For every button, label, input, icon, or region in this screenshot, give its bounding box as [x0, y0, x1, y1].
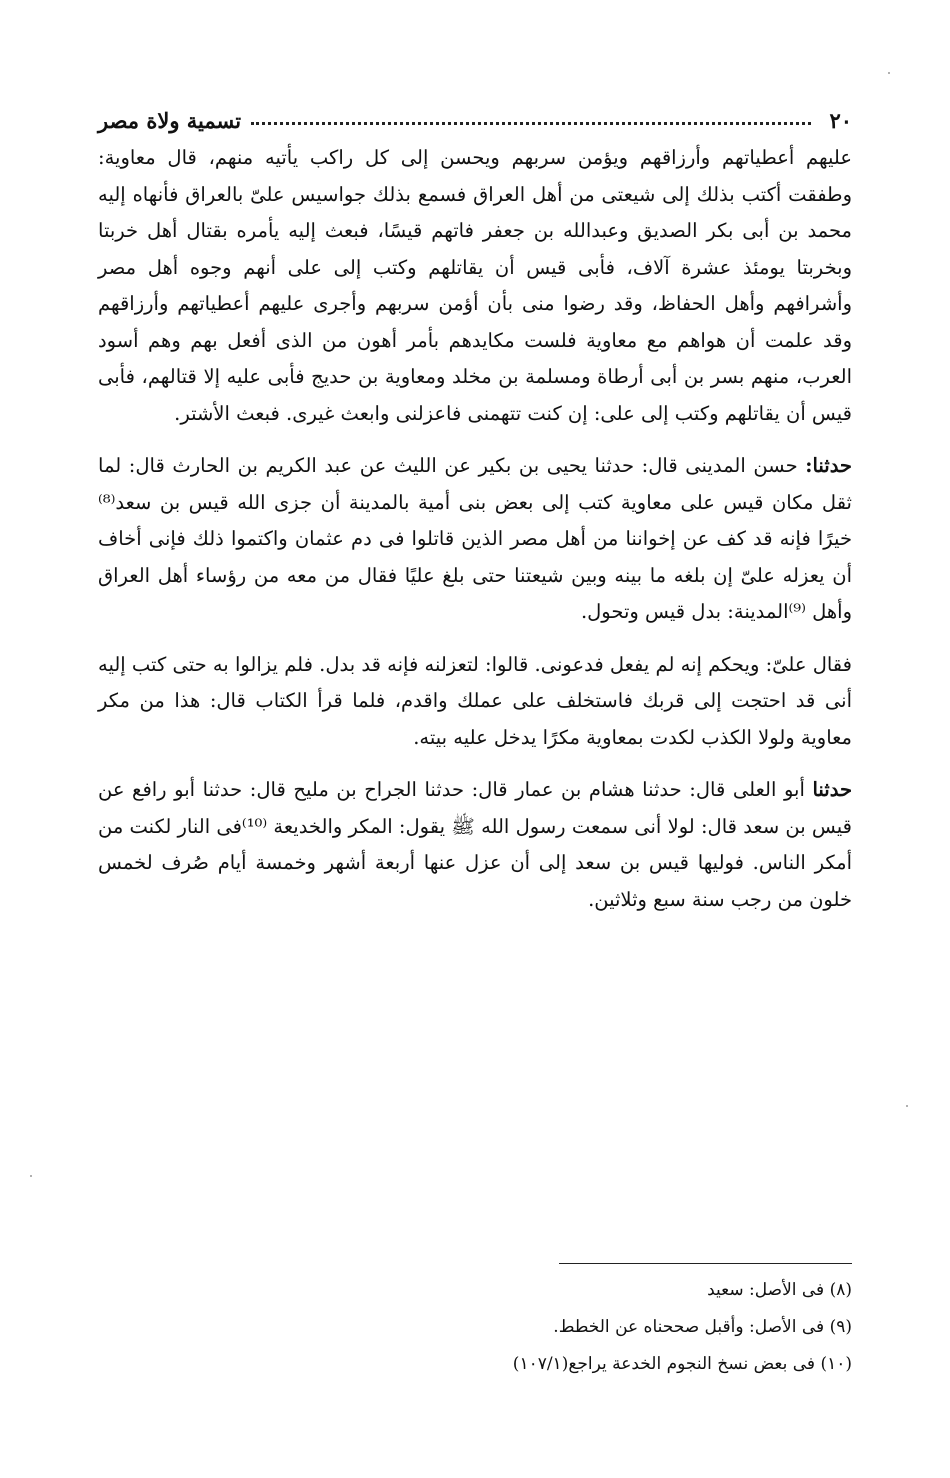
paragraph	[98, 140, 852, 432]
running-header	[98, 100, 852, 140]
scan-speck	[30, 1175, 32, 1177]
paragraph	[98, 647, 852, 757]
main-text	[98, 140, 852, 918]
header-dot-leader	[251, 122, 811, 125]
paragraph-text: أبو العلى قال: حدثنا هشام بن عمار قال: حدثنا الجراح بن مليح قال: حدثنا أبو رافع عن قيس بن سعد قال: لولا أنى سمعت رسول الله ﷺ يقول: المكر والخديعة ⁽¹⁰⁾فى النار لكنت من أمكر الناس. فوليها قيس بن سعد إلى أن عزل عنها أربعة أشهر وخمسة أيام صُرف لخمس خلون من رجب سنة سبع وثلاثين.	[98, 778, 852, 911]
paragraph	[98, 448, 852, 631]
paragraph-text: عليهم أعطياتهم وأرزاقهم ويؤمن سربهم ويحسن إلى كل راكب يأتيه منهم، قال معاوية: وطفقت أكتب بذلك إلى شيعتى من أهل العراق فسمع بذلك جواسيس علىّ بالعراق فأنهاه إليه محمد بن أبى بكر الصديق وعبدالله بن جعفر فاتهم قيسًا، فبعث إليه يأمره بقتال أهل خربتا وبخربتا يومئذ عشرة آلاف، فأبى قيس أن يقاتلهم وكتب إلى على أنهم وجوه أهل مصر وأشرافهم وأهل الحفاظ، وقد رضوا منى بأن أؤمن سربهم وأجرى عليهم أعطياتهم وأرزاقهم وقد علمت أن هواهم مع معاوية فلست مكايدهم بأمر أهون من الذى أفعل بهم وهم أسود العرب، منهم بسر بن أبى أرطاة ومسلمة بن مخلد ومعاوية بن حديج فأبى عليه إلا قتالهم، فأبى قيس أن يقاتلهم وكتب إلى على: إن كنت تتهمنى فاعزلنى وابعث غيرى. فبعث الأشتر.	[98, 146, 852, 425]
paragraph-lead: حدثنا:	[805, 454, 852, 477]
paragraph	[98, 772, 852, 918]
paragraph-text: حسن المدينى قال: حدثنا يحيى بن بكير عن الليث عن عبد الكريم بن الحارث قال: لما ثقل مكان قيس على معاوية كتب إلى بعض بنى أمية بالمدينة أن جزى الله قيس بن سعد⁽⁸⁾ خيرًا فإنه قد كف عن إخواننا من أهل مصر الذين قاتلوا فى دم عثمان واكتموا ذلك فإنى أخاف أن يعزله علىّ إن بلغه ما بينه وبين شيعتنا حتى بلغ عليًا فقال من معه من رؤساء أهل العراق وأهل ⁽⁹⁾المدينة: بدل قيس وتحول.	[98, 454, 852, 623]
scan-speck	[906, 1105, 908, 1107]
page-number: ٢٠	[829, 107, 852, 133]
footnote: (٨) فى الأصل: سعيد	[707, 1280, 852, 1300]
paragraph-lead: حدثنا	[812, 778, 852, 801]
footnotes	[98, 1272, 852, 1383]
running-title: تسمية ولاة مصر	[98, 107, 242, 133]
paragraph-text: فقال علىّ: ويحكم إنه لم يفعل فدعونى. قالوا: لتعزلنه فإنه قد بدل. فلم يزالوا به حتى كتب إليه أنى قد احتجت إلى قربك فاستخلف على عملك واقدم، فلما قرأ الكتاب قال: هذا من مكر معاوية ولولا الكذب لكدت بمعاوية مكرًا يدخل عليه بيته.	[98, 652, 852, 749]
footnote: (٩) فى الأصل: وأقبل صححناه عن الخطط.	[553, 1317, 852, 1337]
footnote: (١٠) فى بعض نسخ النجوم الخدعة يراجع(١٠٧/١)	[512, 1354, 852, 1374]
scan-speck	[888, 72, 890, 74]
footnote-separator	[559, 1263, 852, 1264]
